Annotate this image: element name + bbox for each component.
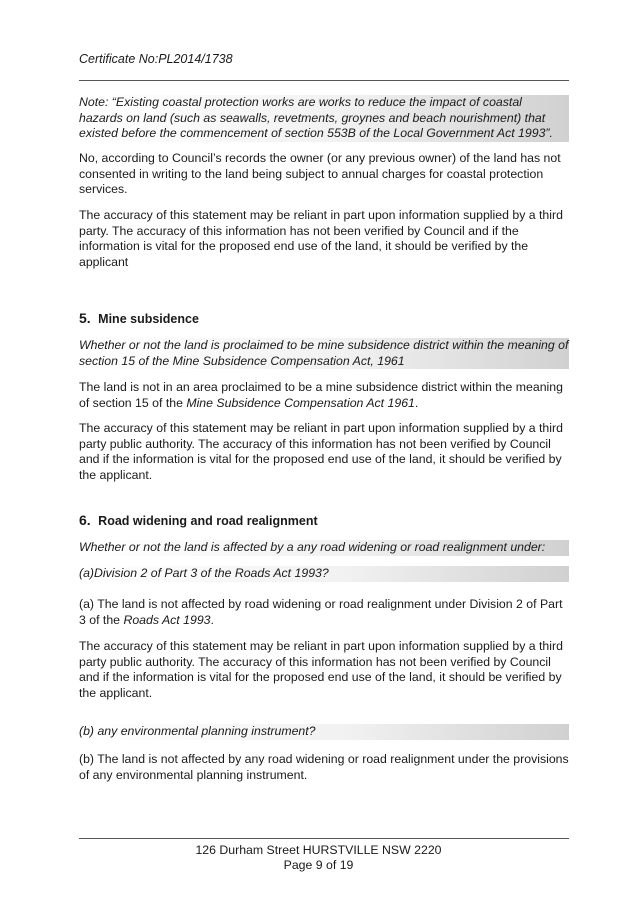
section-5-question: Whether or not the land is proclaimed to be mine subsidence district within the meaning of section 15 of the Mine Subsidence Compensation Act, 1961 [79,338,569,368]
section-6-answer-b: (b) The land is not affected by any road widening or road realignment under the provisions of any environmental planning instrument. [79,752,569,782]
section-5-answer-text: The land is not in an area proclaimed to be a mine subsidence district within the meaning of section 15 of the [79,380,563,410]
section-6-answer-a [79,597,569,628]
section-6-answer-a-end: . [210,612,214,627]
section-6-accuracy: The accuracy of this statement may be reliant in part upon information supplied by a third party public authority. The accuracy of this information has not been verified by Council and if the information is vital for the proposed end use of the land, it should be verified by the applicant. [79,639,563,700]
coastal-accuracy: The accuracy of this statement may be reliant in part upon information supplied by a third party. The accuracy of this information has not been verified by Council and if the information is vital for the proposed end use of the land, it should be verified by the applicant [79,208,563,269]
section-5-answer-act: Mine Subsidence Compensation Act 1961 [186,395,415,410]
section-5-number: 5. [79,310,91,326]
section-5-title: Mine subsidence [98,312,199,326]
certificate-number: Certificate No:PL2014/1738 [79,52,233,66]
coastal-note: Note: “Existing coastal protection works are works to reduce the impact of coastal hazards on land (such as seawalls, revetments, groynes and beach nourishment) that existed before the commencement of section 553B of the Local Government Act 1993”. [79,95,569,142]
section-5-answer-end: . [414,395,419,410]
footer-divider [79,838,569,839]
section-6-answer-a-text: (a) The land is not affected by road widening or road realignment under Division 2 of Part 3 of the [79,597,563,627]
section-6-number: 6. [79,512,91,528]
section-5-heading [79,310,199,326]
section-5-accuracy: The accuracy of this statement may be reliant in part upon information supplied by a third party public authority. The accuracy of this information has not been verified by Council and if the information is vital for the proposed end use of the land, it should be verified by the applicant. [79,421,563,482]
section-6-question-b: (b) any environmental planning instrument? [79,724,569,740]
footer-page-number: Page 9 of 19 [283,858,354,872]
section-5-answer [79,380,569,411]
section-6-answer-a-act: Roads Act 1993 [123,612,211,627]
header-divider [79,80,569,81]
section-6-title: Road widening and road realignment [98,514,318,528]
section-6-heading [79,512,318,528]
section-6-question: Whether or not the land is affected by a any road widening or road realignment under: [79,540,569,556]
footer-address: 126 Durham Street HURSTVILLE NSW 2220 [195,843,442,857]
coastal-answer: No, according to Council’s records the owner (or any previous owner) of the land has not consented in writing to the land being subject to annual charges for coastal protection services. [79,151,561,196]
section-6-question-a: (a)Division 2 of Part 3 of the Roads Act 1993? [79,566,569,582]
